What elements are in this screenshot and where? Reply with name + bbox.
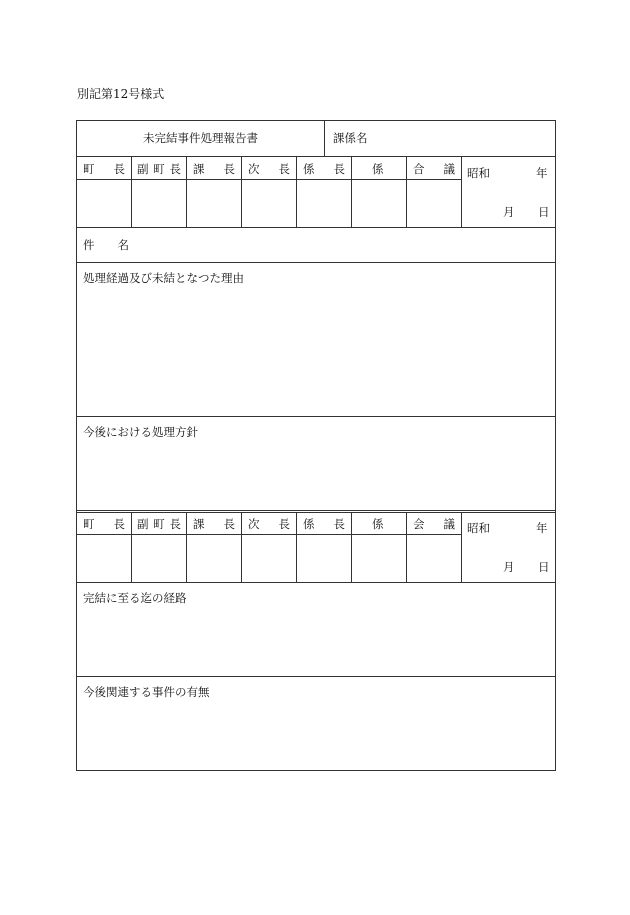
role-header-deputy-mayor: 副 町 長 [137,517,181,531]
date-day: 日 [538,205,550,219]
route-section-label: 完結に至る迄の経路 [83,591,187,605]
related-section-label: 今後関連する事件の有無 [83,685,210,699]
date-year: 年 [536,521,548,535]
role-header-staff: 係 [372,517,384,531]
role-header-mayor: 町 長 [83,162,125,176]
form-title: 未完結事件処理報告書 [143,131,258,145]
role-header-staff: 係 [372,162,384,176]
role-header-consultation: 合 議 [413,162,455,176]
department-label: 課係名 [333,131,368,145]
divider [77,156,555,157]
role-header-deputy-chief: 次 長 [248,162,290,176]
date-era: 昭和 [467,166,490,180]
divider [324,121,325,156]
role-header-unit-chief: 係 長 [303,517,345,531]
role-header-deputy-mayor: 副 町 長 [137,162,181,176]
report-form [76,120,556,771]
role-header-meeting: 会 議 [413,517,455,531]
date-month: 月 [503,205,515,219]
subject-label: 件 名 [83,238,129,252]
policy-section-label: 今後における処理方針 [83,425,198,439]
role-header-deputy-chief: 次 長 [248,517,290,531]
role-header-section-chief: 課 長 [193,162,235,176]
date-month: 月 [503,560,515,574]
form-number: 別記第12号様式 [77,87,165,101]
reason-section-label: 処理経過及び未結となつた理由 [83,271,244,285]
role-header-unit-chief: 係 長 [303,162,345,176]
role-header-section-chief: 課 長 [193,517,235,531]
date-day: 日 [538,560,550,574]
role-header-mayor: 町 長 [83,517,125,531]
date-year: 年 [536,166,548,180]
date-era: 昭和 [467,521,490,535]
